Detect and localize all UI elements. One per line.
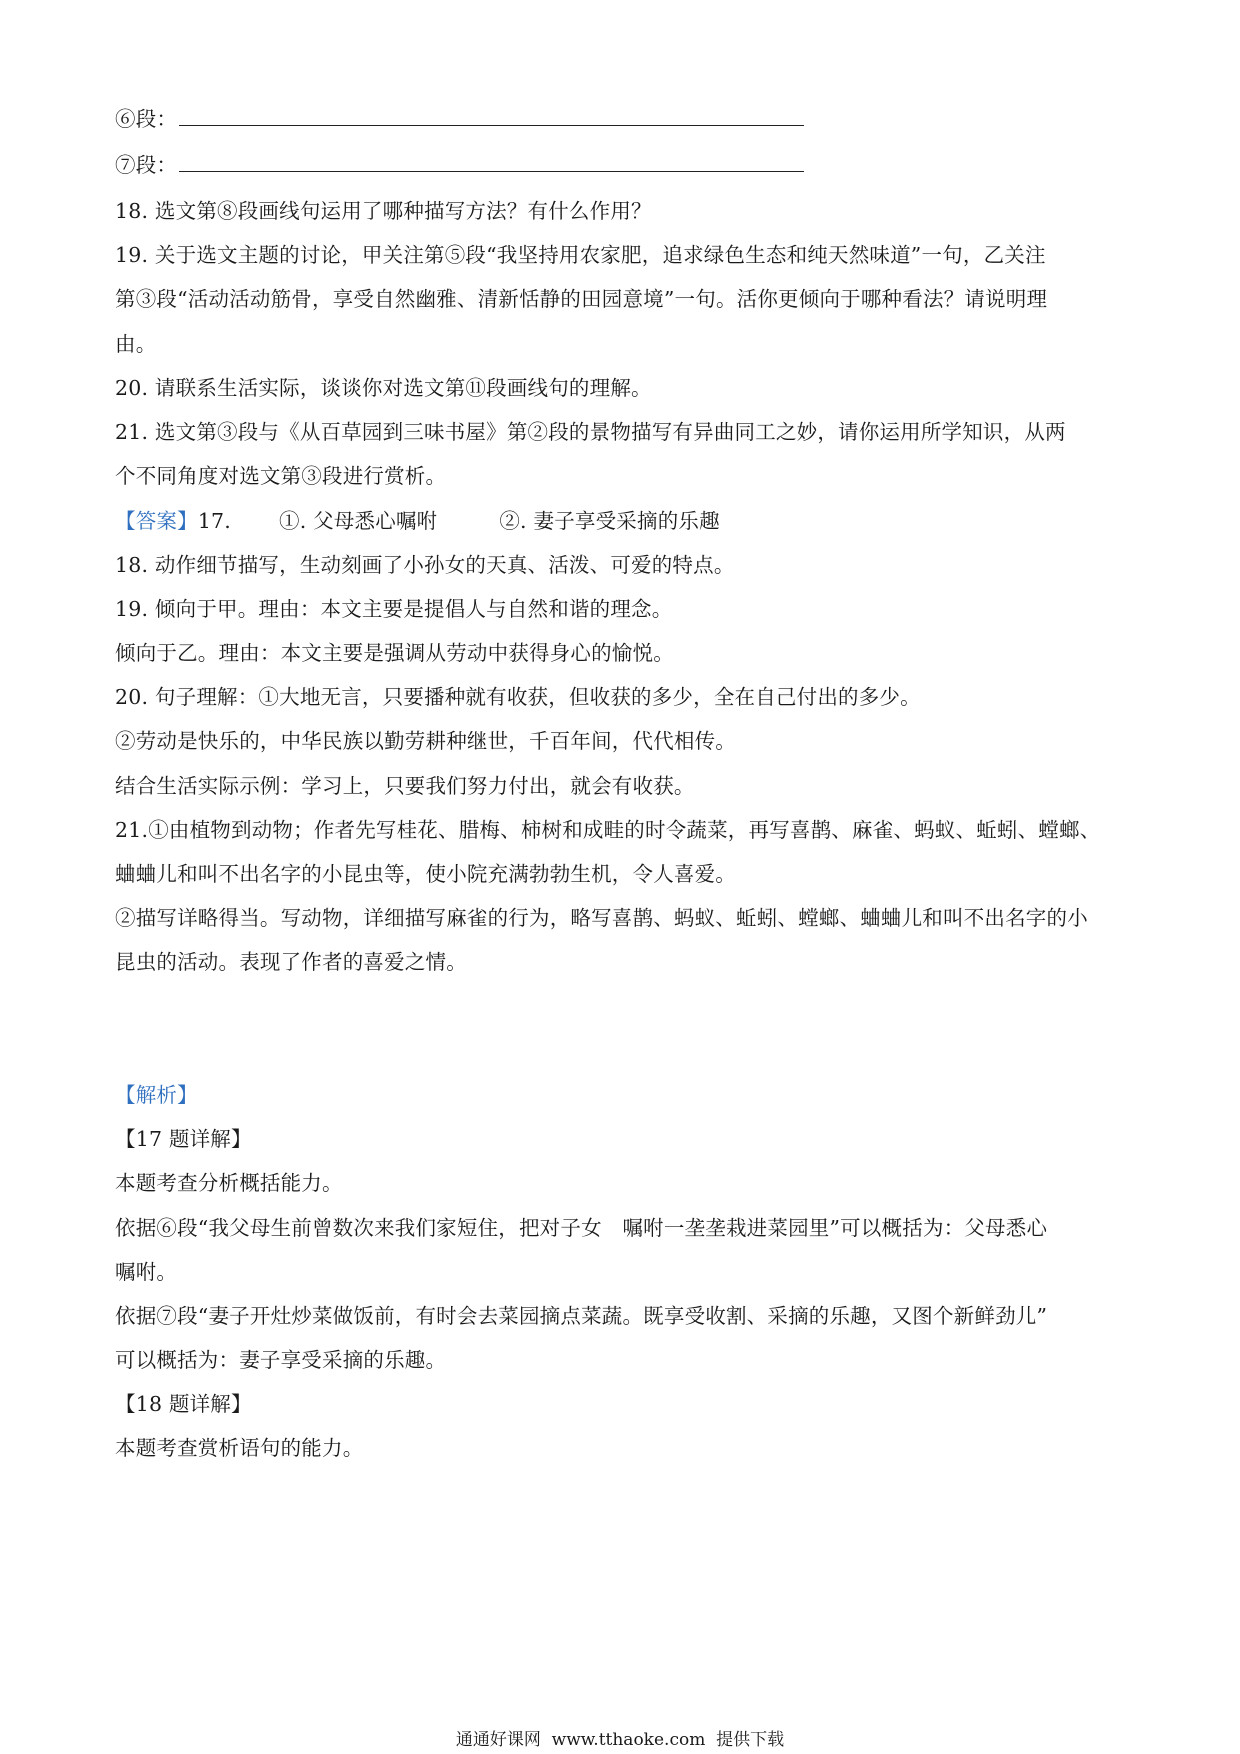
footer-site: 通通好课网 — [455, 1730, 541, 1750]
footer-suffix: 提供下载 — [716, 1730, 785, 1750]
answer-20-line1: 20. 句子理解：①大地无言，只要播种就有收获，但收获的多少，全在自己付出的多少。 — [115, 685, 921, 709]
answer-19-b: 倾向于乙。理由：本文主要是强调从劳动中获得身心的愉悦。 — [115, 641, 674, 665]
answer-19-a: 19. 倾向于甲。理由：本文主要是提倡人与自然和谐的理念。 — [115, 597, 673, 621]
answer-blank-para7 — [115, 150, 1145, 180]
question-19-line2: 第③段“活动活动筋骨，享受自然幽雅、清新恬静的田园意境”一句。活你更倾向于哪种看法？请说明理 — [115, 287, 1048, 311]
question-21-line2: 个不同角度对选文第③段进行赏析。 — [115, 464, 447, 488]
answer-20-line2: ②劳动是快乐的，中华民族以勤劳耕种继世，千百年间，代代相传。 — [115, 729, 736, 753]
analysis-18-line1: 本题考查赏析语句的能力。 — [115, 1436, 364, 1460]
question-19-line3: 由。 — [115, 332, 157, 356]
blank-label: ⑥段： — [115, 107, 178, 131]
answer-blank-para6 — [115, 104, 1145, 134]
section-18-heading: 【18 题详解】 — [115, 1392, 252, 1416]
analysis-17-line5: 可以概括为：妻子享受采摘的乐趣。 — [115, 1348, 447, 1372]
fill-in-line — [179, 155, 804, 172]
question-20: 20. 请联系生活实际，谈谈你对选文第⑪段画线句的理解。 — [115, 376, 652, 400]
footer-url[interactable]: www.tthaoke.com — [551, 1730, 706, 1750]
answer-17 — [115, 506, 1145, 536]
question-21-line1: 21. 选文第③段与《从百草园到三味书屋》第②段的景物描写有异曲同工之妙，请你运用所学知识，从两 — [115, 420, 1066, 444]
analysis-17-line3: 嘱咐。 — [115, 1260, 178, 1284]
answer-18: 18. 动作细节描写，生动刻画了小孙女的天真、活泼、可爱的特点。 — [115, 553, 735, 577]
answer-20-line3: 结合生活实际示例：学习上，只要我们努力付出，就会有收获。 — [115, 774, 695, 798]
answer-21-line3: ②描写详略得当。写动物，详细描写麻雀的行为，略写喜鹊、蚂蚁、蚯蚓、螳螂、蛐蛐儿和叫不出名字的小 — [115, 906, 1088, 930]
analysis-17-line1: 本题考查分析概括能力。 — [115, 1171, 343, 1195]
answer-21-line1: 21.①由植物到动物；作者先写桂花、腊梅、柿树和成畦的时令蔬菜，再写喜鹊、麻雀、蚂蚁、蚯蚓、螳螂、 — [115, 818, 1101, 842]
question-19-line1: 19. 关于选文主题的讨论，甲关注第⑤段“我坚持用农家肥，追求绿色生态和纯天然味道”一句，乙关注 — [115, 243, 1046, 267]
answer-17-part1: ①. 父母悉心嘱咐 — [279, 509, 438, 533]
answer-17-part2: ②. 妻子享受采摘的乐趣 — [499, 509, 720, 533]
page-footer — [0, 1728, 1240, 1752]
answer-21-line4: 昆虫的活动。表现了作者的喜爱之情。 — [115, 950, 467, 974]
section-17-heading: 【17 题详解】 — [115, 1127, 252, 1151]
analysis-17-line4: 依据⑦段“妻子开灶炒菜做饭前，有时会去菜园摘点菜蔬。既享受收割、采摘的乐趣，又图个新鲜劲儿” — [115, 1304, 1048, 1328]
answer-tag: 【答案】 — [115, 509, 198, 533]
answer-17-number: 17. — [197, 509, 232, 533]
analysis-17-line2: 依据⑥段“我父母生前曾数次来我们家短住，把对子女 嘱咐一垄垄栽进菜园里”可以概括为：父母悉心 — [115, 1216, 1048, 1240]
analysis-tag: 【解析】 — [115, 1083, 198, 1107]
blank-label: ⑦段： — [115, 153, 178, 177]
question-18: 18. 选文第⑧段画线句运用了哪种描写方法？有什么作用？ — [115, 199, 652, 223]
fill-in-line — [179, 109, 804, 126]
answer-21-line2: 蛐蛐儿和叫不出名字的小昆虫等，使小院充满勃勃生机，令人喜爱。 — [115, 862, 736, 886]
